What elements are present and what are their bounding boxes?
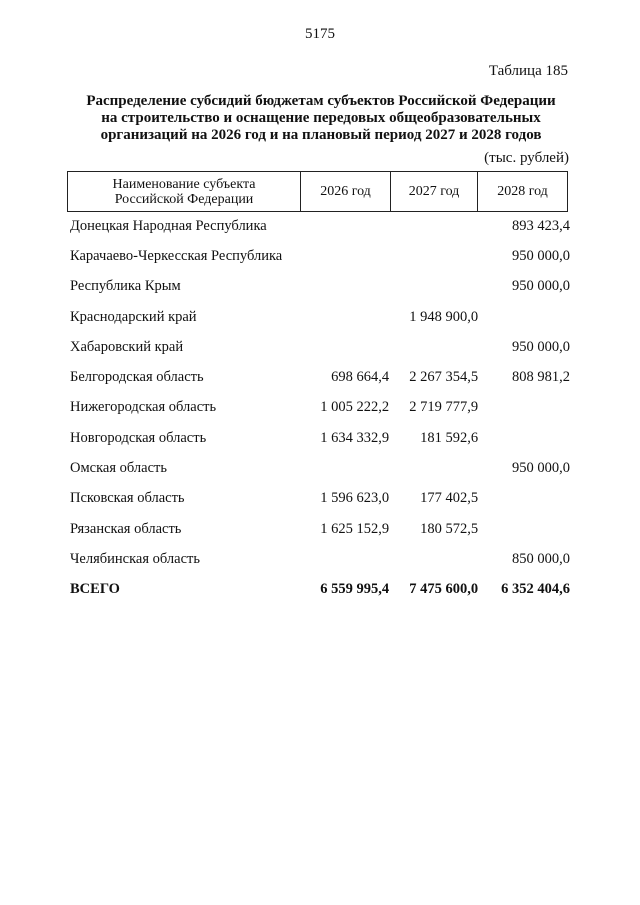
header-subject-line-1: Наименование субъекта <box>112 176 256 192</box>
row-subject-name: Омская область <box>70 460 167 477</box>
table-body <box>67 211 573 605</box>
header-2028: 2028 год <box>478 172 568 212</box>
table-header <box>67 171 568 212</box>
row-subject-name: Челябинская область <box>70 550 200 567</box>
row-subject-name: Рязанская область <box>70 520 182 537</box>
header-subject-line-2: Российской Федерации <box>114 191 254 207</box>
table-row <box>67 484 573 514</box>
total-label: ВСЕГО <box>70 581 120 598</box>
header-2027: 2027 год <box>391 172 478 212</box>
table-row <box>67 514 573 544</box>
row-subject-name: Нижегородская область <box>70 399 217 416</box>
total-value-2026: 6 559 995,4 <box>320 581 390 598</box>
table-row <box>67 241 573 271</box>
title-line-1: Распределение субсидий бюджетам субъектов Российской Федерации <box>86 93 556 109</box>
total-value-2027: 7 475 600,0 <box>409 581 479 598</box>
table-row <box>67 302 573 332</box>
total-value-2028: 6 352 404,6 <box>501 581 570 598</box>
header-row <box>68 172 568 212</box>
row-value-2028: 850 000,0 <box>512 550 570 567</box>
table-label: Таблица 185 <box>488 63 568 79</box>
row-value-2027: 1 948 900,0 <box>409 308 479 325</box>
row-value-2027: 2 719 777,9 <box>409 399 479 416</box>
table-row <box>67 393 573 423</box>
table-row <box>67 211 573 241</box>
row-value-2028: 893 423,4 <box>512 217 570 234</box>
row-value-2028: 950 000,0 <box>512 460 570 477</box>
header-subject-name <box>68 172 301 212</box>
units-label: (тыс. рублей) <box>484 150 569 166</box>
row-value-2027: 177 402,5 <box>420 490 479 507</box>
row-subject-name: Хабаровский край <box>70 338 184 355</box>
table-row <box>67 453 573 483</box>
row-value-2026: 1 596 623,0 <box>320 490 390 507</box>
row-value-2028: 950 000,0 <box>512 338 570 355</box>
row-value-2028: 950 000,0 <box>512 247 570 264</box>
row-value-2026: 698 664,4 <box>331 369 390 386</box>
table-row <box>67 272 573 302</box>
title-line-2: на строительство и оснащение передовых общеобразовательных <box>101 110 541 126</box>
row-value-2027: 181 592,6 <box>420 429 479 446</box>
row-subject-name: Белгородская область <box>70 369 204 386</box>
row-value-2028: 808 981,2 <box>512 369 570 386</box>
row-value-2027: 2 267 354,5 <box>409 369 479 386</box>
total-row <box>67 575 573 605</box>
table-row <box>67 332 573 362</box>
document-title <box>60 93 582 144</box>
row-value-2027: 180 572,5 <box>420 520 479 537</box>
title-line-3: организаций на 2026 год и на плановый период 2027 и 2028 годов <box>100 127 542 143</box>
row-value-2028: 950 000,0 <box>512 278 570 295</box>
row-value-2026: 1 634 332,9 <box>320 429 390 446</box>
row-subject-name: Республика Крым <box>70 278 181 295</box>
table-row <box>67 362 573 392</box>
row-subject-name: Донецкая Народная Республика <box>70 217 267 234</box>
row-value-2026: 1 625 152,9 <box>320 520 390 537</box>
table-row <box>67 544 573 574</box>
row-subject-name: Краснодарский край <box>70 308 197 325</box>
page-number: 5175 <box>305 26 335 42</box>
row-subject-name: Новгородская область <box>70 429 207 446</box>
row-value-2026: 1 005 222,2 <box>320 399 390 416</box>
row-subject-name: Карачаево-Черкесская Республика <box>70 247 283 264</box>
header-2026: 2026 год <box>301 172 391 212</box>
table-row <box>67 423 573 453</box>
row-subject-name: Псковская область <box>70 490 185 507</box>
